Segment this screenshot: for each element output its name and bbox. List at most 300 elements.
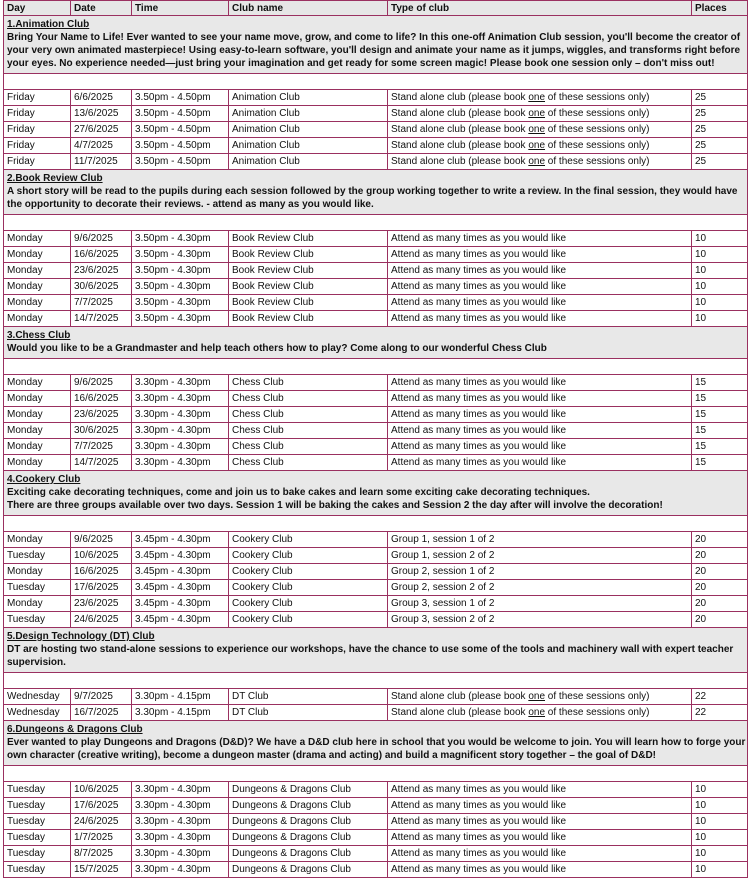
cell-club: Cookery Club xyxy=(229,596,388,612)
cell-places: 10 xyxy=(692,263,748,279)
cell-date: 9/6/2025 xyxy=(71,532,132,548)
cell-time: 3.50pm - 4.30pm xyxy=(132,311,229,327)
cell-time: 3.30pm - 4.30pm xyxy=(132,862,229,878)
table-row xyxy=(4,154,748,170)
cell-time: 3.45pm - 4.30pm xyxy=(132,548,229,564)
cell-time: 3.50pm - 4.50pm xyxy=(132,154,229,170)
cell-time: 3.30pm - 4.30pm xyxy=(132,830,229,846)
cell-club: Dungeons & Dragons Club xyxy=(229,830,388,846)
type-text: Stand alone club (please book xyxy=(391,155,529,167)
table-row xyxy=(4,532,748,548)
type-text: Attend as many times as you would like xyxy=(391,456,567,468)
cell-places: 15 xyxy=(692,407,748,423)
spacer-cell xyxy=(4,673,748,689)
type-emphasis: one xyxy=(528,706,546,718)
cell-club: Cookery Club xyxy=(229,612,388,628)
type-text: Attend as many times as you would like xyxy=(391,799,567,811)
cell-day: Monday xyxy=(4,391,71,407)
cell-places: 25 xyxy=(692,90,748,106)
table-row xyxy=(4,391,748,407)
section-info xyxy=(4,16,748,74)
cell-date: 30/6/2025 xyxy=(71,279,132,295)
cell-type xyxy=(388,862,692,878)
type-text-end: of these sessions only) xyxy=(545,139,650,151)
section-spacer xyxy=(4,74,748,90)
cell-club: Book Review Club xyxy=(229,263,388,279)
type-text: Attend as many times as you would like xyxy=(391,831,567,843)
cell-type xyxy=(388,846,692,862)
cell-time: 3.45pm - 4.30pm xyxy=(132,580,229,596)
cell-day: Monday xyxy=(4,564,71,580)
cell-time: 3.30pm - 4.30pm xyxy=(132,439,229,455)
cell-places: 15 xyxy=(692,423,748,439)
cell-date: 23/6/2025 xyxy=(71,263,132,279)
cell-type xyxy=(388,798,692,814)
cell-date: 15/7/2025 xyxy=(71,862,132,878)
type-text: Attend as many times as you would like xyxy=(391,440,567,452)
cell-time: 3.50pm - 4.30pm xyxy=(132,231,229,247)
cell-places: 20 xyxy=(692,532,748,548)
type-text: Attend as many times as you would like xyxy=(391,392,567,404)
table-row xyxy=(4,705,748,721)
cell-places: 10 xyxy=(692,798,748,814)
cell-day: Monday xyxy=(4,423,71,439)
header-time: Time xyxy=(132,1,229,16)
cell-type xyxy=(388,612,692,628)
cell-day: Monday xyxy=(4,247,71,263)
cell-day: Friday xyxy=(4,106,71,122)
type-text: Group 2, session 2 of 2 xyxy=(391,581,495,593)
cell-date: 9/6/2025 xyxy=(71,231,132,247)
type-text: Attend as many times as you would like xyxy=(391,424,567,436)
cell-places: 10 xyxy=(692,231,748,247)
cell-type xyxy=(388,295,692,311)
type-text: Attend as many times as you would like xyxy=(391,408,567,420)
type-emphasis: one xyxy=(528,123,546,135)
cell-type xyxy=(388,580,692,596)
type-emphasis: one xyxy=(528,690,546,702)
cell-type xyxy=(388,391,692,407)
spacer-cell xyxy=(4,215,748,231)
cell-places: 20 xyxy=(692,564,748,580)
cell-day: Monday xyxy=(4,596,71,612)
cell-places: 20 xyxy=(692,612,748,628)
type-text: Attend as many times as you would like xyxy=(391,296,567,308)
section-info xyxy=(4,471,748,516)
cell-places: 20 xyxy=(692,580,748,596)
cell-time: 3.45pm - 4.30pm xyxy=(132,532,229,548)
cell-time: 3.50pm - 4.30pm xyxy=(132,263,229,279)
cell-date: 17/6/2025 xyxy=(71,580,132,596)
cell-day: Monday xyxy=(4,311,71,327)
section-spacer xyxy=(4,516,748,532)
cell-places: 25 xyxy=(692,106,748,122)
cell-day: Tuesday xyxy=(4,548,71,564)
table-row xyxy=(4,814,748,830)
table-row xyxy=(4,548,748,564)
table-row xyxy=(4,138,748,154)
cell-type xyxy=(388,596,692,612)
cell-day: Tuesday xyxy=(4,798,71,814)
cell-club: Dungeons & Dragons Club xyxy=(229,846,388,862)
cell-day: Monday xyxy=(4,455,71,471)
section-info-row xyxy=(4,170,748,215)
cell-date: 7/7/2025 xyxy=(71,295,132,311)
table-row xyxy=(4,375,748,391)
cell-club: Chess Club xyxy=(229,391,388,407)
cell-time: 3.50pm - 4.50pm xyxy=(132,106,229,122)
header-day: Day xyxy=(4,1,71,16)
cell-date: 23/6/2025 xyxy=(71,596,132,612)
cell-day: Monday xyxy=(4,439,71,455)
type-text: Group 3, session 2 of 2 xyxy=(391,613,495,625)
table-row xyxy=(4,580,748,596)
cell-club: Animation Club xyxy=(229,106,388,122)
cell-club: Cookery Club xyxy=(229,532,388,548)
section-title: 3.Chess Club xyxy=(7,330,71,341)
type-text-end: of these sessions only) xyxy=(545,123,650,135)
cell-date: 14/7/2025 xyxy=(71,455,132,471)
type-text: Attend as many times as you would like xyxy=(391,232,567,244)
cell-time: 3.30pm - 4.30pm xyxy=(132,846,229,862)
cell-time: 3.50pm - 4.50pm xyxy=(132,138,229,154)
table-row xyxy=(4,564,748,580)
table-row xyxy=(4,247,748,263)
cell-places: 10 xyxy=(692,814,748,830)
section-description: Would you like to be a Grandmaster and help teach others how to play? Come along to our wonderful Chess Club xyxy=(7,343,547,354)
cell-day: Monday xyxy=(4,279,71,295)
cell-places: 25 xyxy=(692,154,748,170)
type-emphasis: one xyxy=(528,107,546,119)
cell-time: 3.45pm - 4.30pm xyxy=(132,564,229,580)
type-text: Group 1, session 1 of 2 xyxy=(391,533,495,545)
cell-day: Friday xyxy=(4,122,71,138)
cell-places: 10 xyxy=(692,830,748,846)
cell-type xyxy=(388,455,692,471)
cell-type xyxy=(388,106,692,122)
type-text: Attend as many times as you would like xyxy=(391,264,567,276)
table-row xyxy=(4,279,748,295)
type-text: Attend as many times as you would like xyxy=(391,312,567,324)
section-info-row xyxy=(4,327,748,359)
cell-time: 3.30pm - 4.30pm xyxy=(132,782,229,798)
type-text-end: of these sessions only) xyxy=(545,155,650,167)
section-description: Exciting cake decorating techniques, come and join us to bake cakes and learn some exciting cake decorating techniques. xyxy=(7,487,590,498)
cell-places: 25 xyxy=(692,138,748,154)
cell-time: 3.30pm - 4.30pm xyxy=(132,407,229,423)
cell-type xyxy=(388,830,692,846)
cell-date: 16/7/2025 xyxy=(71,705,132,721)
table-row xyxy=(4,439,748,455)
section-info xyxy=(4,721,748,766)
header-date: Date xyxy=(71,1,132,16)
cell-date: 7/7/2025 xyxy=(71,439,132,455)
cell-day: Wednesday xyxy=(4,689,71,705)
cell-club: Chess Club xyxy=(229,375,388,391)
table-row xyxy=(4,846,748,862)
cell-time: 3.30pm - 4.15pm xyxy=(132,689,229,705)
cell-places: 15 xyxy=(692,439,748,455)
cell-day: Wednesday xyxy=(4,705,71,721)
cell-date: 9/7/2025 xyxy=(71,689,132,705)
table-row xyxy=(4,612,748,628)
cell-day: Tuesday xyxy=(4,580,71,596)
cell-date: 4/7/2025 xyxy=(71,138,132,154)
section-spacer xyxy=(4,215,748,231)
cell-type xyxy=(388,814,692,830)
table-row xyxy=(4,90,748,106)
cell-day: Tuesday xyxy=(4,782,71,798)
cell-date: 24/6/2025 xyxy=(71,612,132,628)
cell-date: 9/6/2025 xyxy=(71,375,132,391)
cell-club: Animation Club xyxy=(229,138,388,154)
table-row xyxy=(4,830,748,846)
cell-places: 10 xyxy=(692,846,748,862)
type-text: Attend as many times as you would like xyxy=(391,863,567,875)
cell-places: 22 xyxy=(692,705,748,721)
table-row xyxy=(4,231,748,247)
cell-places: 10 xyxy=(692,279,748,295)
cell-day: Friday xyxy=(4,90,71,106)
section-description: Bring Your Name to Life! Ever wanted to see your name move, grow, and come to life? In this one-off Animation Club session, you'll become the creator of your very own animated masterpiece! Using easy-to-learn software, you'll design and animate your name as it jumps, wiggles, and transforms right before your eyes. No experience needed—just bring your imagination and get ready for some screen magic! Please book one session only – don't miss out! xyxy=(7,32,741,69)
cell-club: Book Review Club xyxy=(229,311,388,327)
section-title: 5.Design Technology (DT) Club xyxy=(7,631,155,642)
cell-time: 3.45pm - 4.30pm xyxy=(132,612,229,628)
cell-day: Friday xyxy=(4,154,71,170)
table-row xyxy=(4,122,748,138)
table-body xyxy=(4,16,748,878)
cell-club: Chess Club xyxy=(229,407,388,423)
cell-time: 3.50pm - 4.30pm xyxy=(132,279,229,295)
table-row xyxy=(4,689,748,705)
section-info xyxy=(4,170,748,215)
cell-date: 24/6/2025 xyxy=(71,814,132,830)
cell-places: 20 xyxy=(692,548,748,564)
cell-club: Book Review Club xyxy=(229,279,388,295)
type-text: Group 3, session 1 of 2 xyxy=(391,597,495,609)
type-text: Attend as many times as you would like xyxy=(391,815,567,827)
section-description: DT are hosting two stand-alone sessions to experience our workshops, have the chance to use some of the tools and machinery wall with expert teacher supervision. xyxy=(7,644,734,668)
type-emphasis: one xyxy=(528,155,546,167)
cell-date: 6/6/2025 xyxy=(71,90,132,106)
table-row xyxy=(4,295,748,311)
cell-club: Dungeons & Dragons Club xyxy=(229,862,388,878)
cell-time: 3.30pm - 4.30pm xyxy=(132,423,229,439)
cell-time: 3.30pm - 4.30pm xyxy=(132,814,229,830)
cell-time: 3.30pm - 4.15pm xyxy=(132,705,229,721)
table-row xyxy=(4,798,748,814)
header-type-of-club: Type of club xyxy=(388,1,692,16)
cell-day: Monday xyxy=(4,532,71,548)
cell-time: 3.50pm - 4.30pm xyxy=(132,247,229,263)
cell-club: Cookery Club xyxy=(229,548,388,564)
section-title: 6.Dungeons & Dragons Club xyxy=(7,724,143,735)
cell-club: Chess Club xyxy=(229,423,388,439)
cell-date: 16/6/2025 xyxy=(71,564,132,580)
cell-club: Dungeons & Dragons Club xyxy=(229,814,388,830)
club-schedule-table xyxy=(3,0,748,878)
cell-club: Chess Club xyxy=(229,455,388,471)
cell-places: 10 xyxy=(692,311,748,327)
type-text-end: of these sessions only) xyxy=(545,690,650,702)
section-description: Ever wanted to play Dungeons and Dragons (D&D)? We have a D&D club here in school that you would be welcome to join. You will learn how to forge your own character (creative writing), become a dungeon master (drama and acting) and build a magnificent story together – the goal of D&D! xyxy=(7,737,746,761)
cell-time: 3.30pm - 4.30pm xyxy=(132,798,229,814)
cell-day: Monday xyxy=(4,231,71,247)
type-text: Attend as many times as you would like xyxy=(391,783,567,795)
table-row xyxy=(4,407,748,423)
cell-time: 3.50pm - 4.50pm xyxy=(132,90,229,106)
cell-type xyxy=(388,423,692,439)
type-text: Stand alone club (please book xyxy=(391,107,529,119)
section-spacer xyxy=(4,766,748,782)
section-description: A short story will be read to the pupils during each session followed by the group working together to write a review. In the final session, they would have the opportunity to decorate their reviews. - attend as many as you would like. xyxy=(7,186,738,210)
section-info xyxy=(4,327,748,359)
cell-time: 3.50pm - 4.30pm xyxy=(132,295,229,311)
cell-club: Book Review Club xyxy=(229,231,388,247)
cell-type xyxy=(388,247,692,263)
cell-club: Chess Club xyxy=(229,439,388,455)
cell-time: 3.30pm - 4.30pm xyxy=(132,375,229,391)
cell-club: DT Club xyxy=(229,689,388,705)
cell-places: 22 xyxy=(692,689,748,705)
cell-day: Tuesday xyxy=(4,846,71,862)
section-info xyxy=(4,628,748,673)
type-text: Attend as many times as you would like xyxy=(391,280,567,292)
cell-type xyxy=(388,279,692,295)
cell-day: Tuesday xyxy=(4,612,71,628)
type-text-end: of these sessions only) xyxy=(545,706,650,718)
cell-type xyxy=(388,439,692,455)
cell-club: Animation Club xyxy=(229,90,388,106)
cell-date: 27/6/2025 xyxy=(71,122,132,138)
cell-places: 10 xyxy=(692,295,748,311)
cell-date: 17/6/2025 xyxy=(71,798,132,814)
cell-club: DT Club xyxy=(229,705,388,721)
type-text: Attend as many times as you would like xyxy=(391,847,567,859)
type-text: Stand alone club (please book xyxy=(391,91,529,103)
section-info-row xyxy=(4,721,748,766)
cell-type xyxy=(388,407,692,423)
table-row xyxy=(4,596,748,612)
cell-day: Tuesday xyxy=(4,862,71,878)
cell-type xyxy=(388,564,692,580)
spacer-cell xyxy=(4,74,748,90)
type-text: Group 1, session 2 of 2 xyxy=(391,549,495,561)
cell-club: Dungeons & Dragons Club xyxy=(229,782,388,798)
section-title: 1.Animation Club xyxy=(7,19,90,30)
cell-club: Cookery Club xyxy=(229,580,388,596)
type-text: Stand alone club (please book xyxy=(391,139,529,151)
cell-date: 13/6/2025 xyxy=(71,106,132,122)
type-text: Stand alone club (please book xyxy=(391,123,529,135)
cell-date: 10/6/2025 xyxy=(71,548,132,564)
table-row xyxy=(4,263,748,279)
type-text: Group 2, session 1 of 2 xyxy=(391,565,495,577)
section-info-row xyxy=(4,628,748,673)
cell-places: 25 xyxy=(692,122,748,138)
table-row xyxy=(4,423,748,439)
type-text: Stand alone club (please book xyxy=(391,706,529,718)
cell-time: 3.30pm - 4.30pm xyxy=(132,391,229,407)
cell-day: Tuesday xyxy=(4,814,71,830)
cell-type xyxy=(388,548,692,564)
section-description: There are three groups available over two days. Session 1 will be baking the cakes and Session 2 the day after will involve the decoration! xyxy=(7,500,663,511)
cell-places: 15 xyxy=(692,391,748,407)
type-text-end: of these sessions only) xyxy=(545,107,650,119)
cell-type xyxy=(388,231,692,247)
cell-type xyxy=(388,705,692,721)
type-text: Attend as many times as you would like xyxy=(391,376,567,388)
section-title: 4.Cookery Club xyxy=(7,474,81,485)
type-emphasis: one xyxy=(528,139,546,151)
cell-day: Tuesday xyxy=(4,830,71,846)
cell-club: Dungeons & Dragons Club xyxy=(229,798,388,814)
type-text-end: of these sessions only) xyxy=(545,91,650,103)
cell-places: 10 xyxy=(692,782,748,798)
cell-date: 16/6/2025 xyxy=(71,247,132,263)
type-text: Stand alone club (please book xyxy=(391,690,529,702)
cell-type xyxy=(388,263,692,279)
cell-day: Monday xyxy=(4,375,71,391)
section-info-row xyxy=(4,16,748,74)
table-row xyxy=(4,862,748,878)
cell-places: 15 xyxy=(692,455,748,471)
cell-type xyxy=(388,311,692,327)
cell-type xyxy=(388,122,692,138)
cell-day: Monday xyxy=(4,295,71,311)
table-row xyxy=(4,782,748,798)
table-row xyxy=(4,106,748,122)
cell-type xyxy=(388,138,692,154)
cell-type xyxy=(388,154,692,170)
cell-places: 10 xyxy=(692,247,748,263)
cell-club: Animation Club xyxy=(229,122,388,138)
cell-time: 3.45pm - 4.30pm xyxy=(132,596,229,612)
spacer-cell xyxy=(4,359,748,375)
cell-type xyxy=(388,532,692,548)
cell-club: Cookery Club xyxy=(229,564,388,580)
cell-club: Animation Club xyxy=(229,154,388,170)
cell-type xyxy=(388,90,692,106)
cell-club: Book Review Club xyxy=(229,295,388,311)
spacer-cell xyxy=(4,766,748,782)
section-spacer xyxy=(4,359,748,375)
cell-date: 14/7/2025 xyxy=(71,311,132,327)
type-emphasis: one xyxy=(528,91,546,103)
cell-date: 11/7/2025 xyxy=(71,154,132,170)
type-text: Attend as many times as you would like xyxy=(391,248,567,260)
header-row xyxy=(4,1,748,16)
cell-day: Monday xyxy=(4,407,71,423)
cell-day: Monday xyxy=(4,263,71,279)
cell-places: 10 xyxy=(692,862,748,878)
cell-places: 20 xyxy=(692,596,748,612)
cell-day: Friday xyxy=(4,138,71,154)
header-club-name: Club name xyxy=(229,1,388,16)
cell-date: 30/6/2025 xyxy=(71,423,132,439)
cell-date: 8/7/2025 xyxy=(71,846,132,862)
section-title: 2.Book Review Club xyxy=(7,173,103,184)
cell-date: 10/6/2025 xyxy=(71,782,132,798)
section-info-row xyxy=(4,471,748,516)
cell-time: 3.30pm - 4.30pm xyxy=(132,455,229,471)
cell-type xyxy=(388,375,692,391)
cell-type xyxy=(388,689,692,705)
table-row xyxy=(4,311,748,327)
table-row xyxy=(4,455,748,471)
section-spacer xyxy=(4,673,748,689)
cell-club: Book Review Club xyxy=(229,247,388,263)
